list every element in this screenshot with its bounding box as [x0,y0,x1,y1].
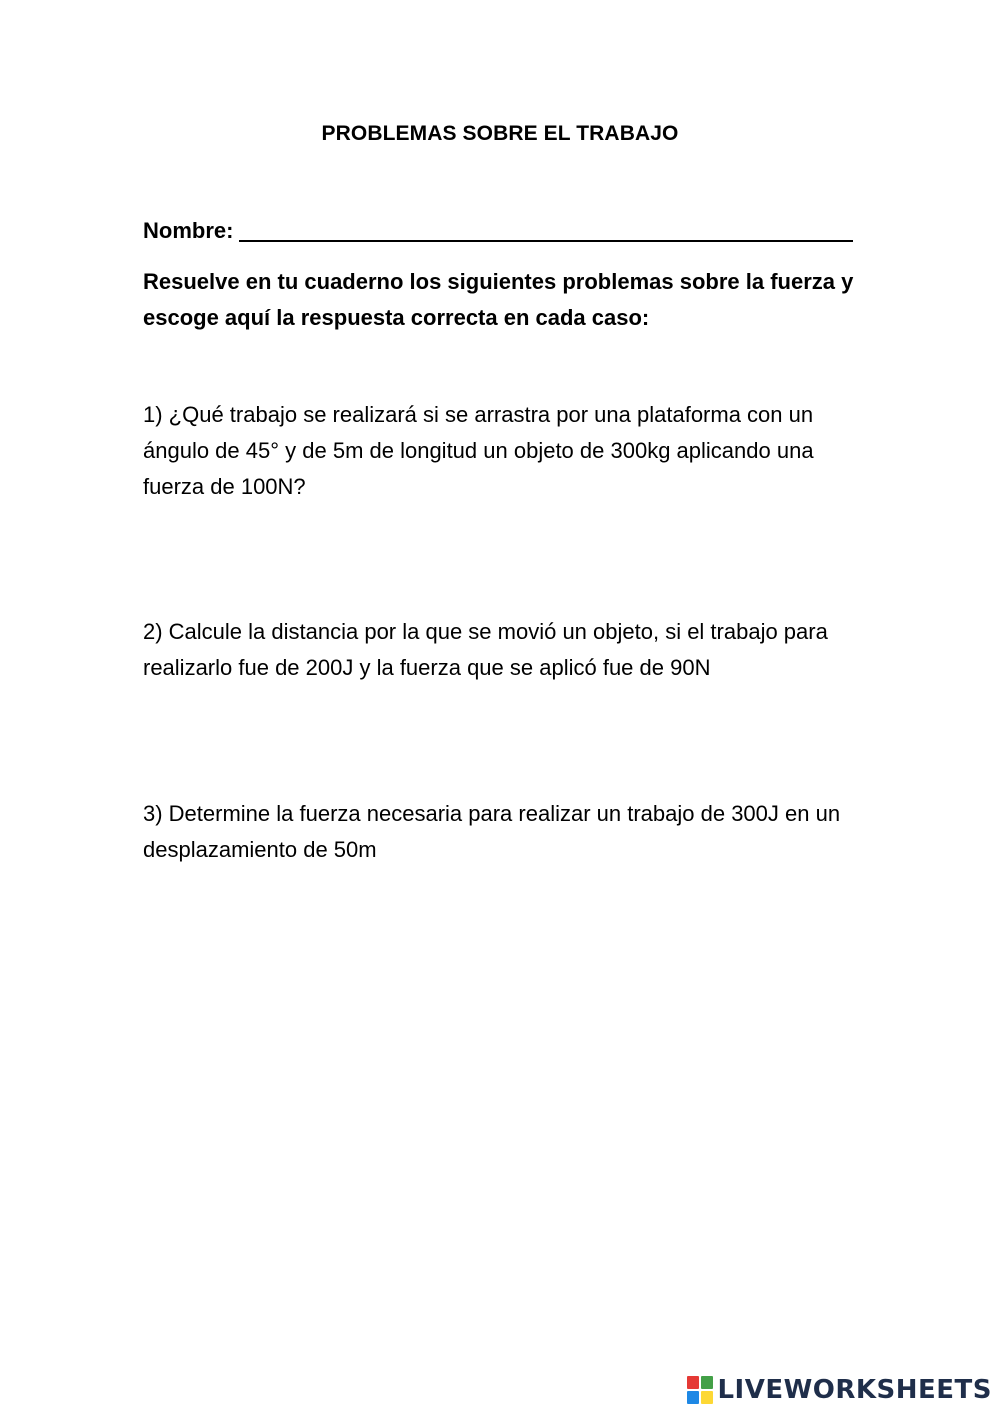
logo-square-blue [687,1391,699,1404]
problem-3: 3) Determine la fuerza necesaria para realizar un trabajo de 300J en un desplazamiento de 50m [143,801,841,862]
problem-2: 2) Calcule la distancia por la que se movió un objeto, si el trabajo para realizarlo fue de 200J y la fuerza que se aplicó fue de 90N [143,619,828,680]
name-row [143,218,853,244]
name-blank-line[interactable] [239,218,853,242]
worksheet-title: PROBLEMAS SOBRE EL TRABAJO [321,122,679,145]
logo-square-red [687,1376,699,1389]
liveworksheets-logo-icon [687,1376,713,1404]
name-label: Nombre: [143,218,234,243]
liveworksheets-brand-text: LIVEWORKSHEETS [717,1375,992,1405]
problem-1: 1) ¿Qué trabajo se realizará si se arrastra por una plataforma con un ángulo de 45° y de 5m de longitud un objeto de 300kg aplicando una fuerza de 100N? [143,402,814,499]
instructions-text: Resuelve en tu cuaderno los siguientes problemas sobre la fuerza y escoge aquí la respuesta correcta en cada caso: [143,269,854,330]
logo-square-yellow [701,1391,713,1404]
liveworksheets-logo [687,1373,992,1407]
logo-square-green [701,1376,713,1389]
